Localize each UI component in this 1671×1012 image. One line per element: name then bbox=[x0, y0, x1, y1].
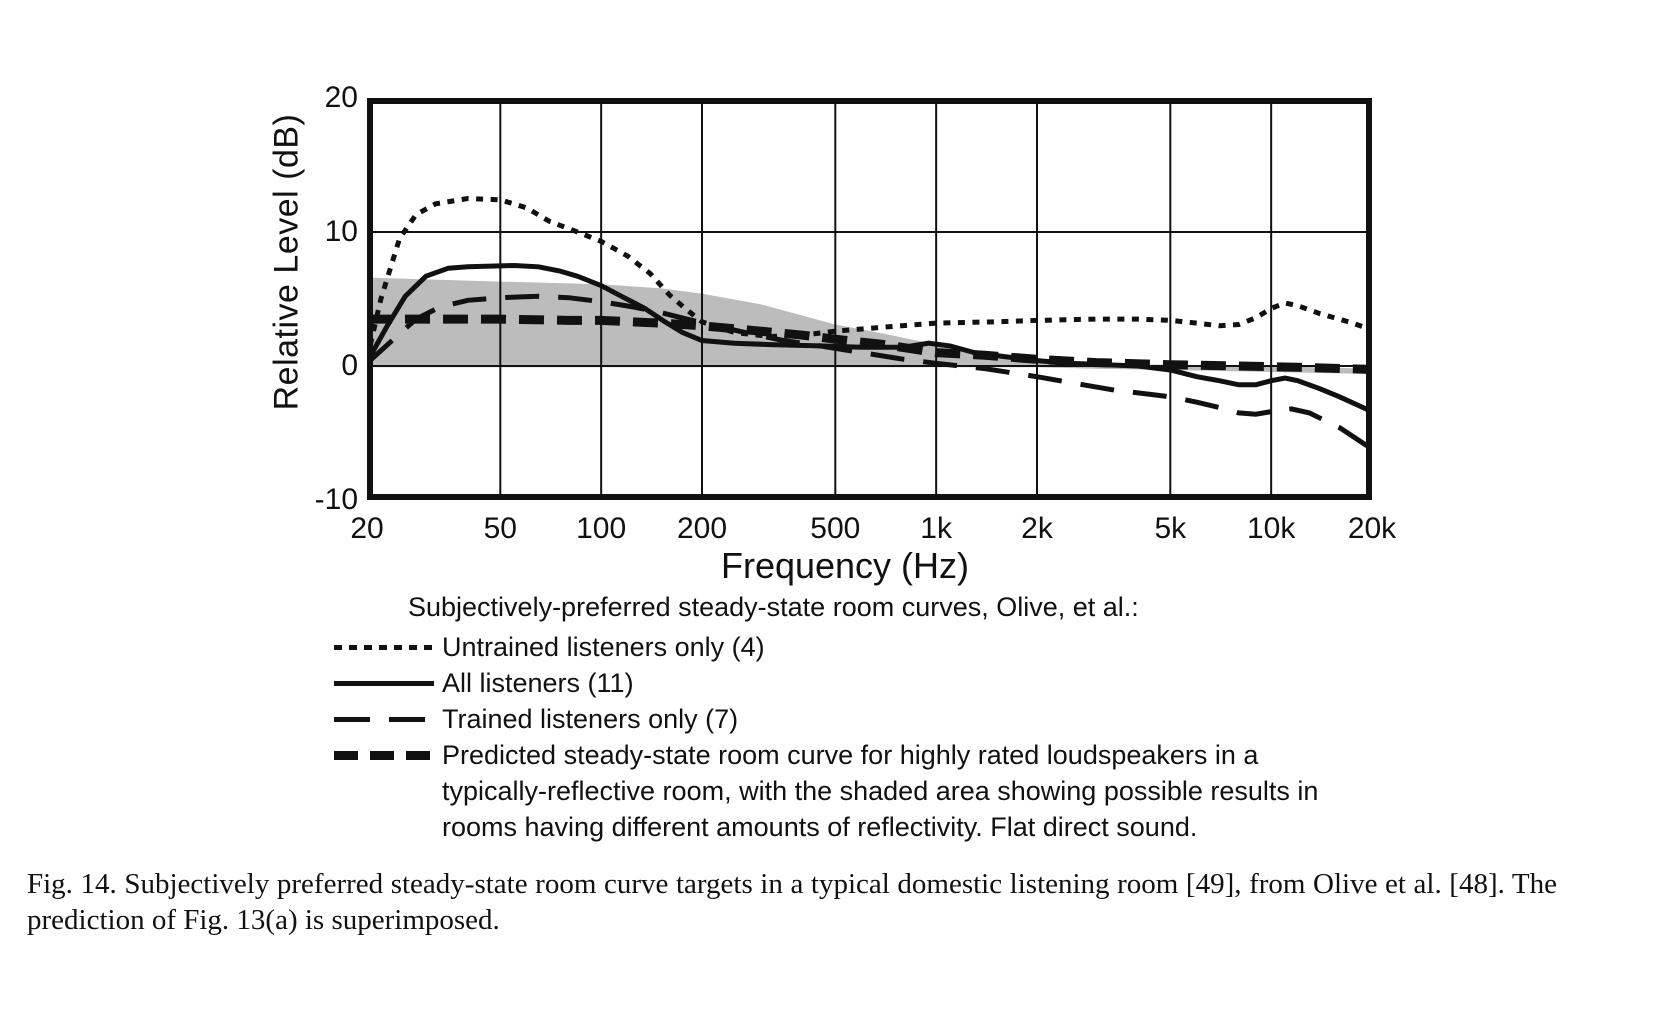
y-tick-label: 0 bbox=[341, 349, 358, 382]
x-tick-label: 200 bbox=[676, 512, 728, 545]
x-tick-label: 20 bbox=[350, 512, 384, 545]
x-tick-label: 100 bbox=[576, 512, 627, 545]
legend-label: All listeners (11) bbox=[442, 668, 634, 698]
legend-swatch-thick-dash-line bbox=[334, 751, 434, 760]
y-axis-title: Relative Level (dB) bbox=[267, 113, 306, 411]
legend-item-all-listeners bbox=[334, 665, 1352, 701]
x-tick-label: 20k bbox=[1347, 512, 1397, 545]
legend-label: Trained listeners only (7) bbox=[442, 704, 739, 734]
x-tick-label: 500 bbox=[810, 512, 861, 545]
legend-items bbox=[334, 629, 1352, 845]
chart-legend bbox=[334, 589, 1352, 845]
legend-item-trained-listeners bbox=[334, 701, 1352, 737]
legend-title: Subjectively-preferred steady-state room curves, Olive, et al.: bbox=[408, 592, 1139, 622]
x-tick-label: 2k bbox=[1021, 512, 1053, 545]
legend-label: Untrained listeners only (4) bbox=[442, 632, 765, 662]
y-tick-label: -10 bbox=[314, 483, 358, 516]
room-curve-chart bbox=[367, 98, 1372, 500]
figure-caption: Fig. 14. Subjectively preferred steady-state room curve targets in a typical domestic listening room [49], from Olive et al. [48]. The prediction of Fig. 13(a) is superimposed. bbox=[27, 868, 1557, 936]
legend-swatch-dotted-line bbox=[334, 645, 434, 650]
legend-label: Predicted steady-state room curve for highly rated loudspeakers in a typically-reflective room, with the shaded area showing possible results in rooms having different amounts of reflectivity. Flat direct sound. bbox=[442, 740, 1319, 842]
y-tick-label: 10 bbox=[324, 215, 358, 248]
x-tick-label: 10k bbox=[1246, 512, 1296, 545]
legend-swatch-long-dash-line bbox=[334, 717, 434, 722]
y-tick-label: 20 bbox=[324, 81, 358, 114]
legend-item-untrained-listeners bbox=[334, 629, 1352, 665]
legend-item-predicted-room-curve bbox=[334, 737, 1352, 845]
x-tick-label: 50 bbox=[483, 512, 517, 545]
x-axis-title: Frequency (Hz) bbox=[720, 545, 970, 586]
x-tick-label: 5k bbox=[1154, 512, 1187, 545]
legend-swatch-solid-line bbox=[334, 681, 434, 686]
x-tick-label: 1k bbox=[920, 512, 952, 545]
